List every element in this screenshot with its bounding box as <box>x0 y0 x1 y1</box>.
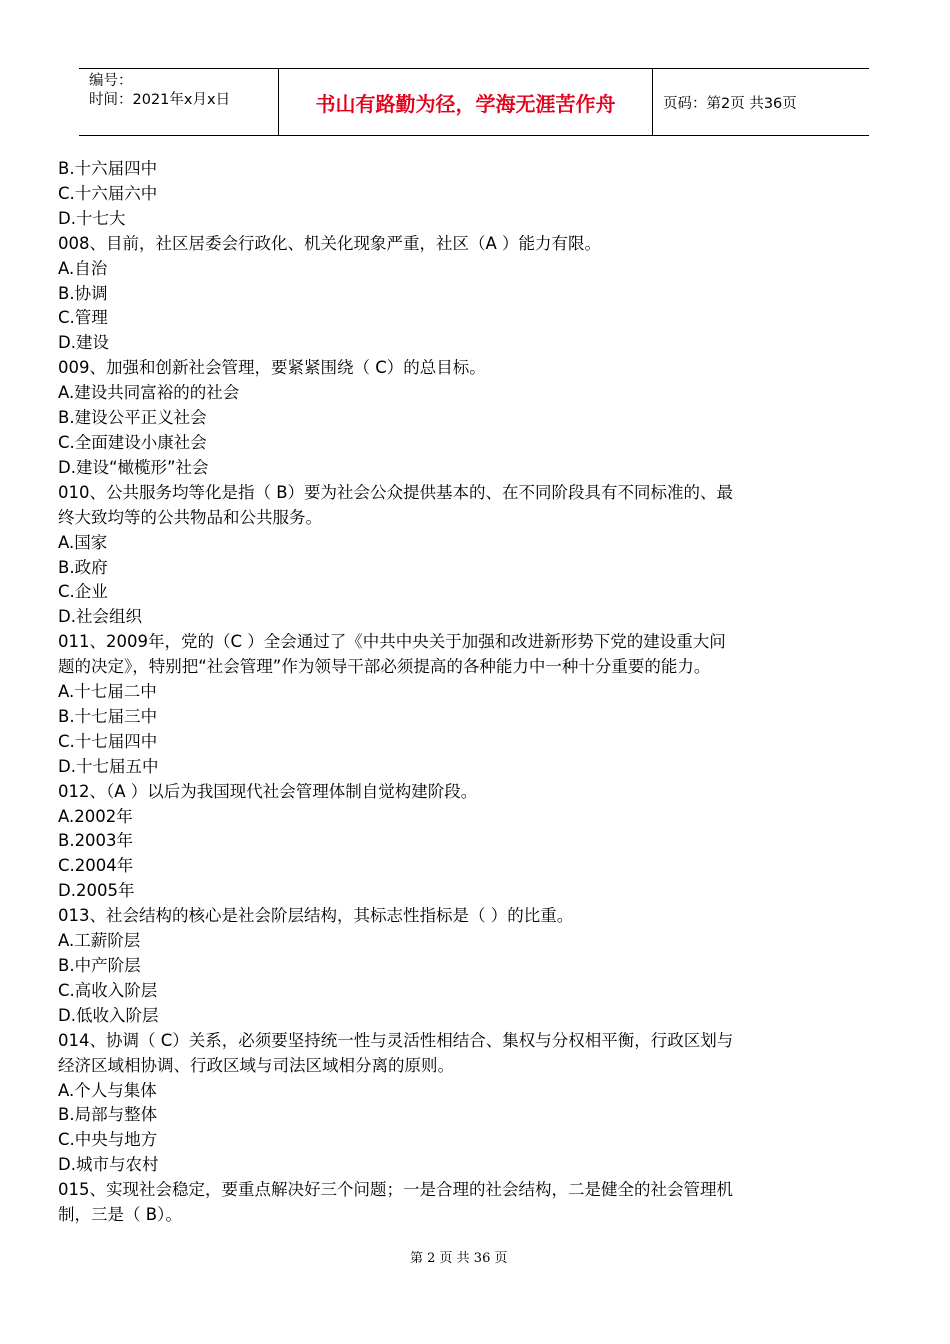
text-line: 题的决定》，特别把“社会管理”作为领导干部必须提高的各种能力中一种十分重要的能力。 <box>58 657 711 677</box>
text-line: D.低收入阶层 <box>58 1005 159 1025</box>
question-line: 010、公共服务均等化是指（ B）要为社会公众提供基本的、在不同阶段具有不同标准的、最 <box>58 482 734 502</box>
header-meta <box>79 69 279 135</box>
text-line: 经济区域相协调、行政区域与司法区域相分离的原则。 <box>58 1055 454 1075</box>
text-line: A.2002年 <box>58 806 133 826</box>
document-body <box>58 157 858 1228</box>
text-line: C.十六届六中 <box>58 183 158 203</box>
text-line: B.2003年 <box>58 831 134 851</box>
page-header <box>79 68 869 136</box>
text-line: A.国家 <box>58 532 108 552</box>
header-motto: 书山有路勤为径，学海无涯苦作舟 <box>279 69 653 135</box>
question-line: 014、协调（ C）关系，必须要坚持统一性与灵活性相结合、集权与分权相平衡，行政区划与 <box>58 1030 734 1050</box>
text-line: D.十七大 <box>58 208 126 228</box>
question-line: 011、2009年，党的（C ）全会通过了《中共中央关于加强和改进新形势下党的建设重大问 <box>58 632 726 652</box>
text-line: C.十七届四中 <box>58 731 158 751</box>
text-line: D.十七届五中 <box>58 756 159 776</box>
header-page-info: 页码：第2页 共36页 <box>663 95 797 112</box>
page-footer: 第 2 页 共 36 页 <box>410 1251 508 1266</box>
text-line: B.建设公平正义社会 <box>58 408 207 428</box>
text-line: 终大致均等的公共物品和公共服务。 <box>58 507 322 527</box>
text-line: A.建设共同富裕的的社会 <box>58 383 240 403</box>
text-line: 制，三是（ B）。 <box>58 1205 182 1225</box>
text-line: C.高收入阶层 <box>58 980 158 1000</box>
time-label: 时间：2021年x月x日 <box>89 92 231 108</box>
text-line: D.建设 <box>58 333 109 353</box>
text-line: B.十七届三中 <box>58 706 158 726</box>
text-line: B.政府 <box>58 557 108 577</box>
question-line: 012、（A ）以后为我国现代社会管理体制自觉构建阶段。 <box>58 781 478 801</box>
text-line: C.中央与地方 <box>58 1130 158 1150</box>
text-line: A.个人与集体 <box>58 1080 157 1100</box>
text-line: C.2004年 <box>58 856 134 876</box>
question-line: 008、目前，社区居委会行政化、机关化现象严重，社区（A ）能力有限。 <box>58 233 602 253</box>
text-line: B.十六届四中 <box>58 159 158 178</box>
text-line: A.工薪阶层 <box>58 931 141 951</box>
text-line: C.管理 <box>58 308 108 328</box>
text-line: A.自治 <box>58 258 108 278</box>
question-line: 015、实现社会稳定，要重点解决好三个问题；一是合理的社会结构，二是健全的社会管理机 <box>58 1180 733 1200</box>
text-line: D.城市与农村 <box>58 1155 159 1175</box>
text-line: D.建设“橄榄形”社会 <box>58 457 209 477</box>
text-line: C.企业 <box>58 582 108 602</box>
text-line: A.十七届二中 <box>58 682 157 702</box>
text-line: D.社会组织 <box>58 607 142 627</box>
text-line: B.协调 <box>58 283 108 303</box>
text-line: C.全面建设小康社会 <box>58 432 207 452</box>
question-line: 009、加强和创新社会管理，要紧紧围绕（ C）的总目标。 <box>58 358 486 378</box>
number-label: 编号： <box>89 73 133 89</box>
text-line: B.局部与整体 <box>58 1105 158 1125</box>
text-line: D.2005年 <box>58 881 135 901</box>
question-line: 013、社会结构的核心是社会阶层结构，其标志性指标是（ ）的比重。 <box>58 906 574 926</box>
text-line: B.中产阶层 <box>58 956 141 975</box>
